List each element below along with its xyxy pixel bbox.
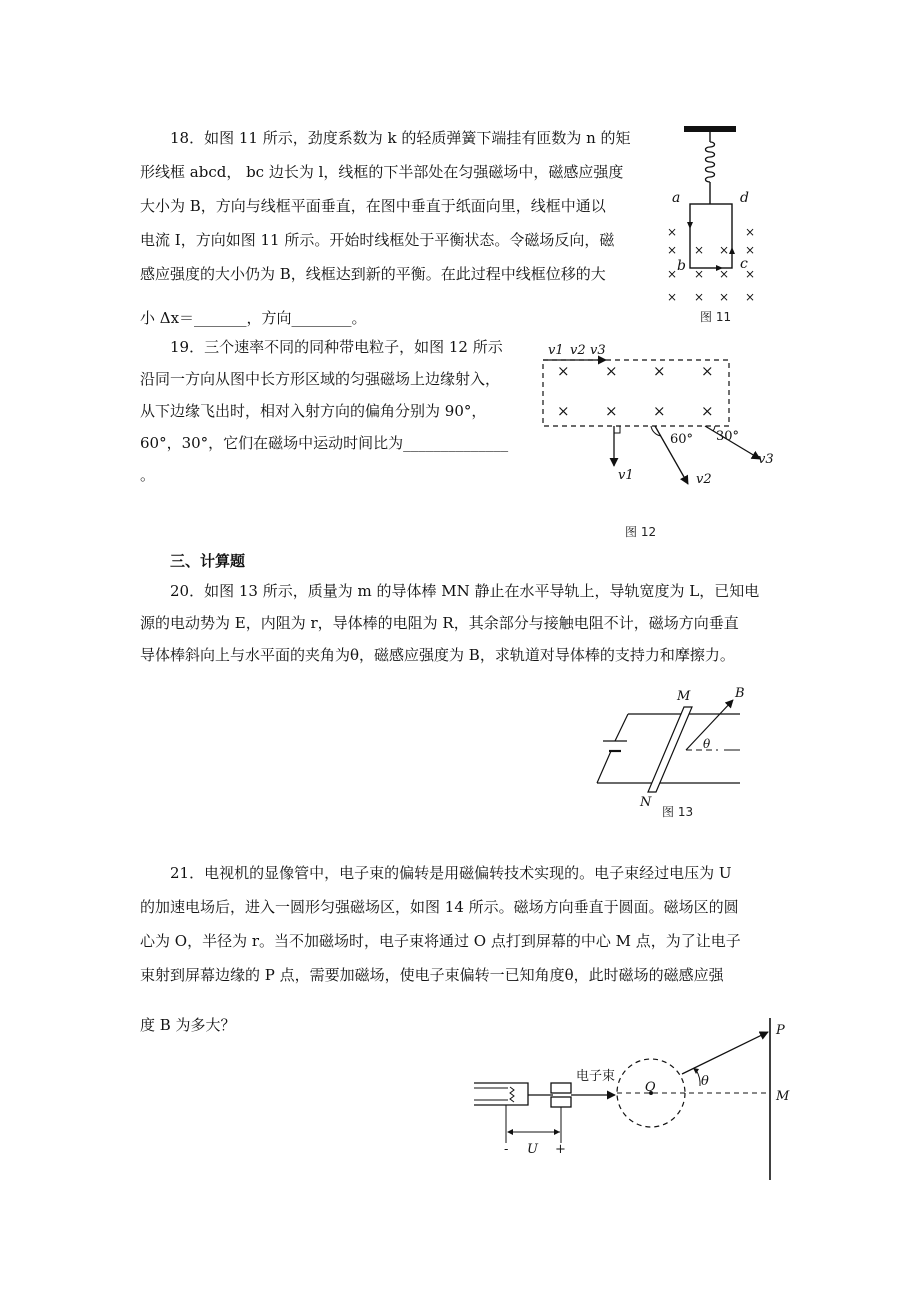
figure-11-caption: 图 11 xyxy=(700,310,732,324)
velocity-label-v3 xyxy=(590,343,606,358)
q21-line: 度 B 为多大？ xyxy=(140,1016,236,1034)
beam-label: 电子束 xyxy=(576,1069,616,1084)
q21-line: 21．电视机的显像管中，电子束的偏转是用磁偏转技术实现的。电子束经过电压为 U xyxy=(170,864,732,882)
rail-left-upper xyxy=(615,714,628,741)
electron-gun xyxy=(474,1083,528,1105)
q20-line: 源的电动势为 E，内阻为 r，导体棒的电阻为 R，其余部分与接触电阻不计，磁场方向垂直 xyxy=(140,614,739,632)
field-cross: × xyxy=(667,225,678,239)
field-cross: × xyxy=(745,243,756,257)
q20-line: 20．如图 13 所示，质量为 m 的导体棒 MN 静止在水平导轨上，导轨宽度为 L，已知电 xyxy=(170,582,760,600)
q19-line: 19．三个速率不同的同种带电粒子，如图 12 所示 xyxy=(170,338,503,356)
field-cross: × xyxy=(653,402,666,420)
label-theta: θ xyxy=(701,1074,709,1089)
anode-top xyxy=(551,1083,571,1093)
figure-11 xyxy=(650,120,770,320)
figure-14 xyxy=(470,1010,800,1185)
field-cross: × xyxy=(694,243,705,257)
field-cross: × xyxy=(694,290,705,304)
q18-line: 形线框 abcd， bc 边长为 l，线框的下半部处在匀强磁场中，磁感应强度 xyxy=(140,163,624,181)
label-c: c xyxy=(740,256,748,272)
voltage-arrow-right xyxy=(554,1129,560,1135)
figure-12-caption: 图 12 xyxy=(625,525,657,539)
v1-label: v1 xyxy=(548,343,564,358)
label-d: d xyxy=(740,190,749,206)
label-a: a xyxy=(672,190,681,206)
label-b: b xyxy=(677,258,686,274)
field-cross: × xyxy=(557,362,570,380)
q19-line: 沿同一方向从图中长方形区域的匀强磁场上边缘射入， xyxy=(140,370,501,388)
coil-frame xyxy=(690,204,732,268)
current-arrow-cd xyxy=(729,247,735,254)
section-heading: 三、计算题 xyxy=(170,552,246,570)
deflected-beam xyxy=(682,1032,768,1074)
rail-left-lower xyxy=(597,751,611,783)
field-cross: × xyxy=(667,267,678,281)
velocity-label-v1 xyxy=(548,343,564,358)
q18-line: 小 Δx＝_______，方向________。 xyxy=(140,309,367,327)
field-cross: × xyxy=(653,362,666,380)
v3-label: v3 xyxy=(590,343,606,358)
field-cross: × xyxy=(701,362,714,380)
q21-line: 束射到屏幕边缘的 P 点，需要加磁场，使电子束偏转一已知角度θ，此时磁场的磁感应强 xyxy=(140,966,724,984)
q19-line: 60°，30°，它们在磁场中运动时间比为______________ xyxy=(140,434,509,452)
field-cross: × xyxy=(745,225,756,239)
field-cross: × xyxy=(605,362,618,380)
field-cross: × xyxy=(667,243,678,257)
polarity-minus: - xyxy=(504,1142,509,1157)
field-cross: × xyxy=(719,267,730,281)
field-cross: × xyxy=(719,243,730,257)
q21-line: 心为 O，半径为 r。当不加磁场时，电子束将通过 O 点打到屏幕的中心 M 点，为了让电子 xyxy=(140,932,741,950)
field-cross: × xyxy=(694,267,705,281)
exit-label-v2: v2 xyxy=(696,472,712,487)
label-m: M xyxy=(776,1089,790,1104)
velocity-label-v2 xyxy=(570,343,586,358)
ceiling xyxy=(684,126,736,132)
angle-label-60: 60° xyxy=(670,432,694,447)
polarity-plus: + xyxy=(555,1142,566,1157)
field-cross: × xyxy=(701,402,714,420)
label-m: M xyxy=(677,689,691,704)
q19-line: 。 xyxy=(140,466,156,484)
spring-coil xyxy=(706,142,715,182)
voltage-arrow-left xyxy=(507,1129,513,1135)
exit-label-v3: v3 xyxy=(758,452,774,467)
field-cross: × xyxy=(719,290,730,304)
anode-bottom xyxy=(551,1097,571,1107)
field-cross: × xyxy=(667,290,678,304)
q20-line: 导体棒斜向上与水平面的夹角为θ，磁感应强度为 B，求轨道对导体棒的支持力和摩擦力。 xyxy=(140,646,735,664)
right-angle-mark xyxy=(614,426,620,433)
angle-arc-30 xyxy=(713,426,715,431)
label-u: U xyxy=(527,1142,538,1157)
field-cross: × xyxy=(557,402,570,420)
label-o: O xyxy=(645,1080,656,1095)
q18-line: 大小为 B，方向与线框平面垂直，在图中垂直于纸面向里，线框中通以 xyxy=(140,197,606,215)
label-p: P xyxy=(776,1023,785,1038)
current-arrow-ab xyxy=(687,222,693,229)
figure-13 xyxy=(590,682,760,812)
label-theta: θ xyxy=(703,737,711,751)
q21-line: 的加速电场后，进入一圆形匀强磁场区，如图 14 所示。磁场方向垂直于圆面。磁场区的圆 xyxy=(140,898,739,916)
field-cross: × xyxy=(745,290,756,304)
filament xyxy=(510,1087,514,1102)
field-crosses xyxy=(557,362,714,420)
q18-line: 感应强度的大小仍为 B，线框达到新的平衡。在此过程中线框位移的大 xyxy=(140,265,606,283)
figure-12 xyxy=(540,338,790,498)
q18-line: 电流 I，方向如图 11 所示。开始时线框处于平衡状态。令磁场反向，磁 xyxy=(140,231,615,249)
figure-13-caption: 图 13 xyxy=(662,805,694,819)
conductor-rod xyxy=(648,707,692,792)
label-n: N xyxy=(640,795,652,810)
field-cross: × xyxy=(745,267,756,281)
angle-label-30: 30° xyxy=(716,429,740,444)
field-cross: × xyxy=(605,402,618,420)
v2-label: v2 xyxy=(570,343,586,358)
exit-label-v1: v1 xyxy=(618,468,634,483)
q18-line: 18．如图 11 所示，劲度系数为 k 的轻质弹簧下端挂有匝数为 n 的矩 xyxy=(170,129,631,147)
label-b: B xyxy=(735,686,745,701)
q19-line: 从下边缘飞出时，相对入射方向的偏角分别为 90°， xyxy=(140,402,487,420)
